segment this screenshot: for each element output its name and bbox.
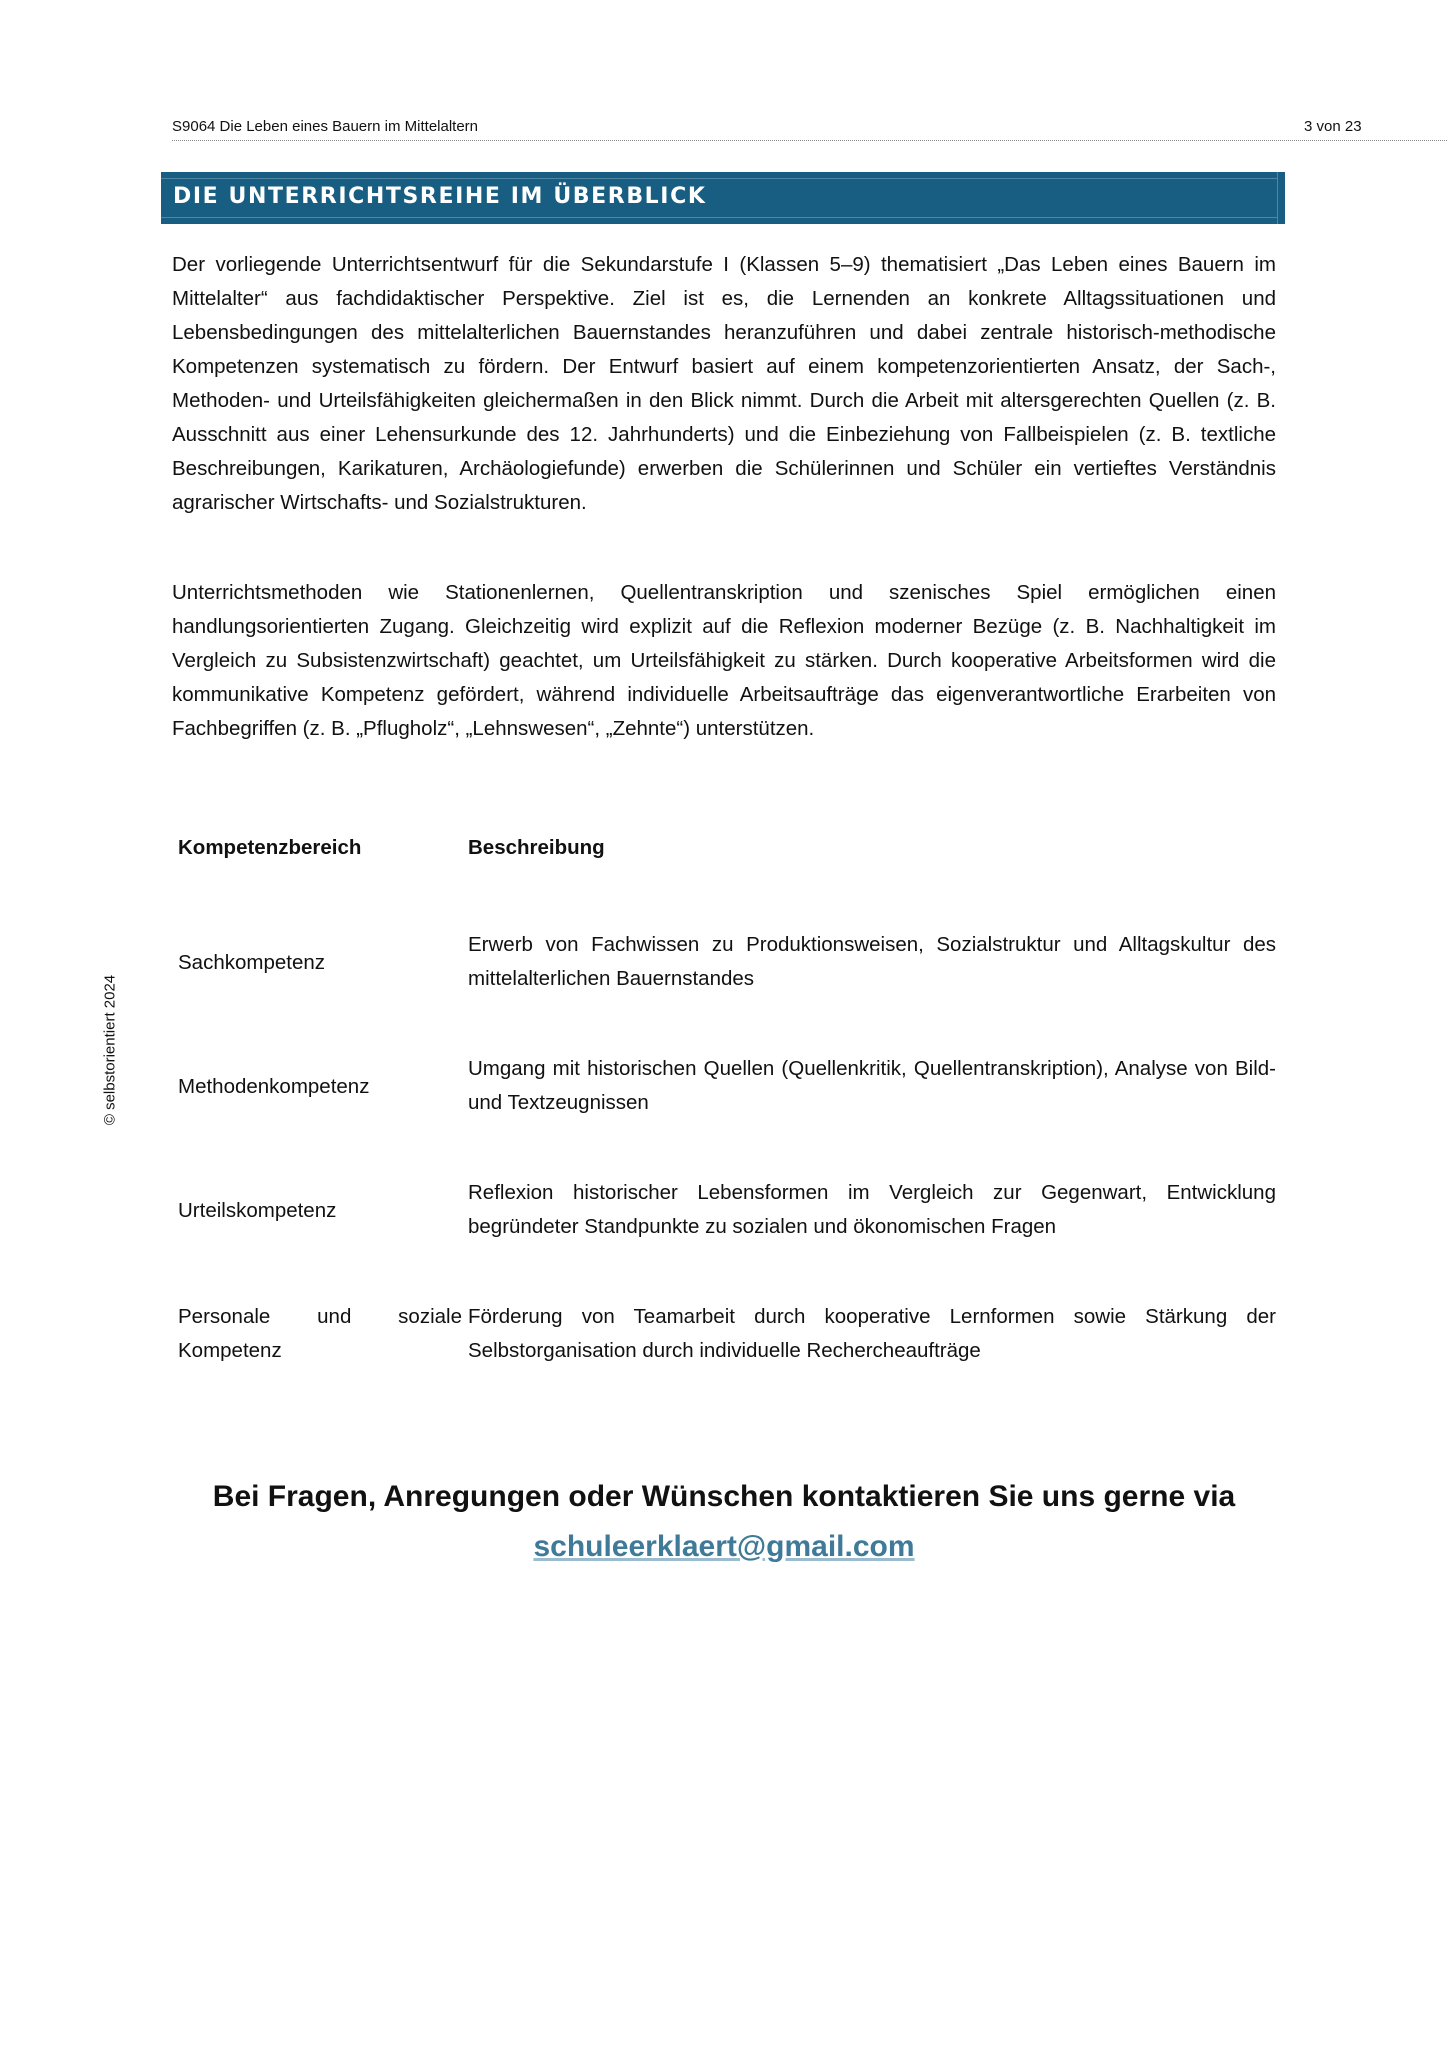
table-header-area: Kompetenzbereich [178, 836, 362, 859]
contact-email-link[interactable]: schuleerklaert@gmail.com [533, 1530, 915, 1563]
table-header-description: Beschreibung [468, 836, 605, 859]
copyright-notice: © selbstorientiert 2024 [101, 974, 119, 1126]
table-cell-area: Personale und soziale Kompetenz [178, 1305, 462, 1362]
table-cell-area: Sachkompetenz [178, 951, 326, 974]
banner-right-line [1277, 172, 1278, 224]
page-number: 3 von 23 [1304, 118, 1362, 135]
table-cell-description: Umgang mit historischen Quellen (Quellenkritik, Quellentranskription), Analyse von Bild- und Textzeugnissen [468, 1057, 1276, 1114]
table-cell-area: Methodenkompetenz [178, 1075, 370, 1098]
section-title: DIE UNTERRICHTSREIHE IM ÜBERBLICK [173, 184, 707, 209]
table-cell-description: Förderung von Teamarbeit durch kooperative Lernformen sowie Stärkung der Selbstorganisation durch individuelle Rechercheaufträge [468, 1305, 1276, 1362]
document-title: S9064 Die Leben eines Bauern im Mittelaltern [172, 118, 479, 135]
page-header [172, 114, 1447, 141]
table-cell-area: Urteilskompetenz [178, 1199, 337, 1222]
contact-question: Bei Fragen, Anregungen oder Wünschen kontaktieren Sie uns gerne via [212, 1480, 1236, 1513]
table-cell-description: Erwerb von Fachwissen zu Produktionsweisen, Sozialstruktur und Alltagskultur des mittelalterlichen Bauernstandes [468, 933, 1276, 990]
intro-paragraph: Der vorliegende Unterrichtsentwurf für die Sekundarstufe I (Klassen 5–9) thematisiert „Das Leben eines Bauern im Mittelalter“ aus fachdidaktischer Perspektive. Ziel ist es, die Lernenden an konkrete Alltagssituationen und Lebensbedingungen des mittelalterlichen Bauernstandes heranzuführen und dabei zentrale historisch-methodische Kompetenzen systematisch zu fördern. Der Entwurf basiert auf einem kompetenzorientierten Ansatz, der Sach-, Methoden- und Urteilsfähigkeiten gleichermaßen in den Blick nimmt. Durch die Arbeit mit altersgerechten Quellen (z. B. Ausschnitt aus einer Lehensurkunde des 12. Jahrhunderts) und die Einbeziehung von Fallbeispielen (z. B. textliche Beschreibungen, Karikaturen, Archäologiefunde) erwerben die Schülerinnen und Schüler ein vertieftes Verständnis agrarischer Wirtschafts- und Sozialstrukturen. [172, 253, 1276, 514]
table-cell-description: Reflexion historischer Lebensformen im Vergleich zur Gegenwart, Entwicklung begründeter Standpunkte zu sozialen und ökonomischen Fragen [468, 1181, 1276, 1238]
methods-paragraph: Unterrichtsmethoden wie Stationenlernen, Quellentranskription und szenisches Spiel ermöglichen einen handlungsorientierten Zugang. Gleichzeitig wird explizit auf die Reflexion moderner Bezüge (z. B. Nachhaltigkeit im Vergleich zu Subsistenzwirtschaft) geachtet, um Urteilsfähigkeit zu stärken. Durch kooperative Arbeitsformen wird die kommunikative Kompetenz gefördert, während individuelle Arbeitsaufträge das eigenverantwortliche Erarbeiten von Fachbegriffen (z. B. „Pflugholz“, „Lehnswesen“, „Zehnte“) unterstützen. [172, 581, 1276, 740]
section-banner [161, 172, 1285, 224]
